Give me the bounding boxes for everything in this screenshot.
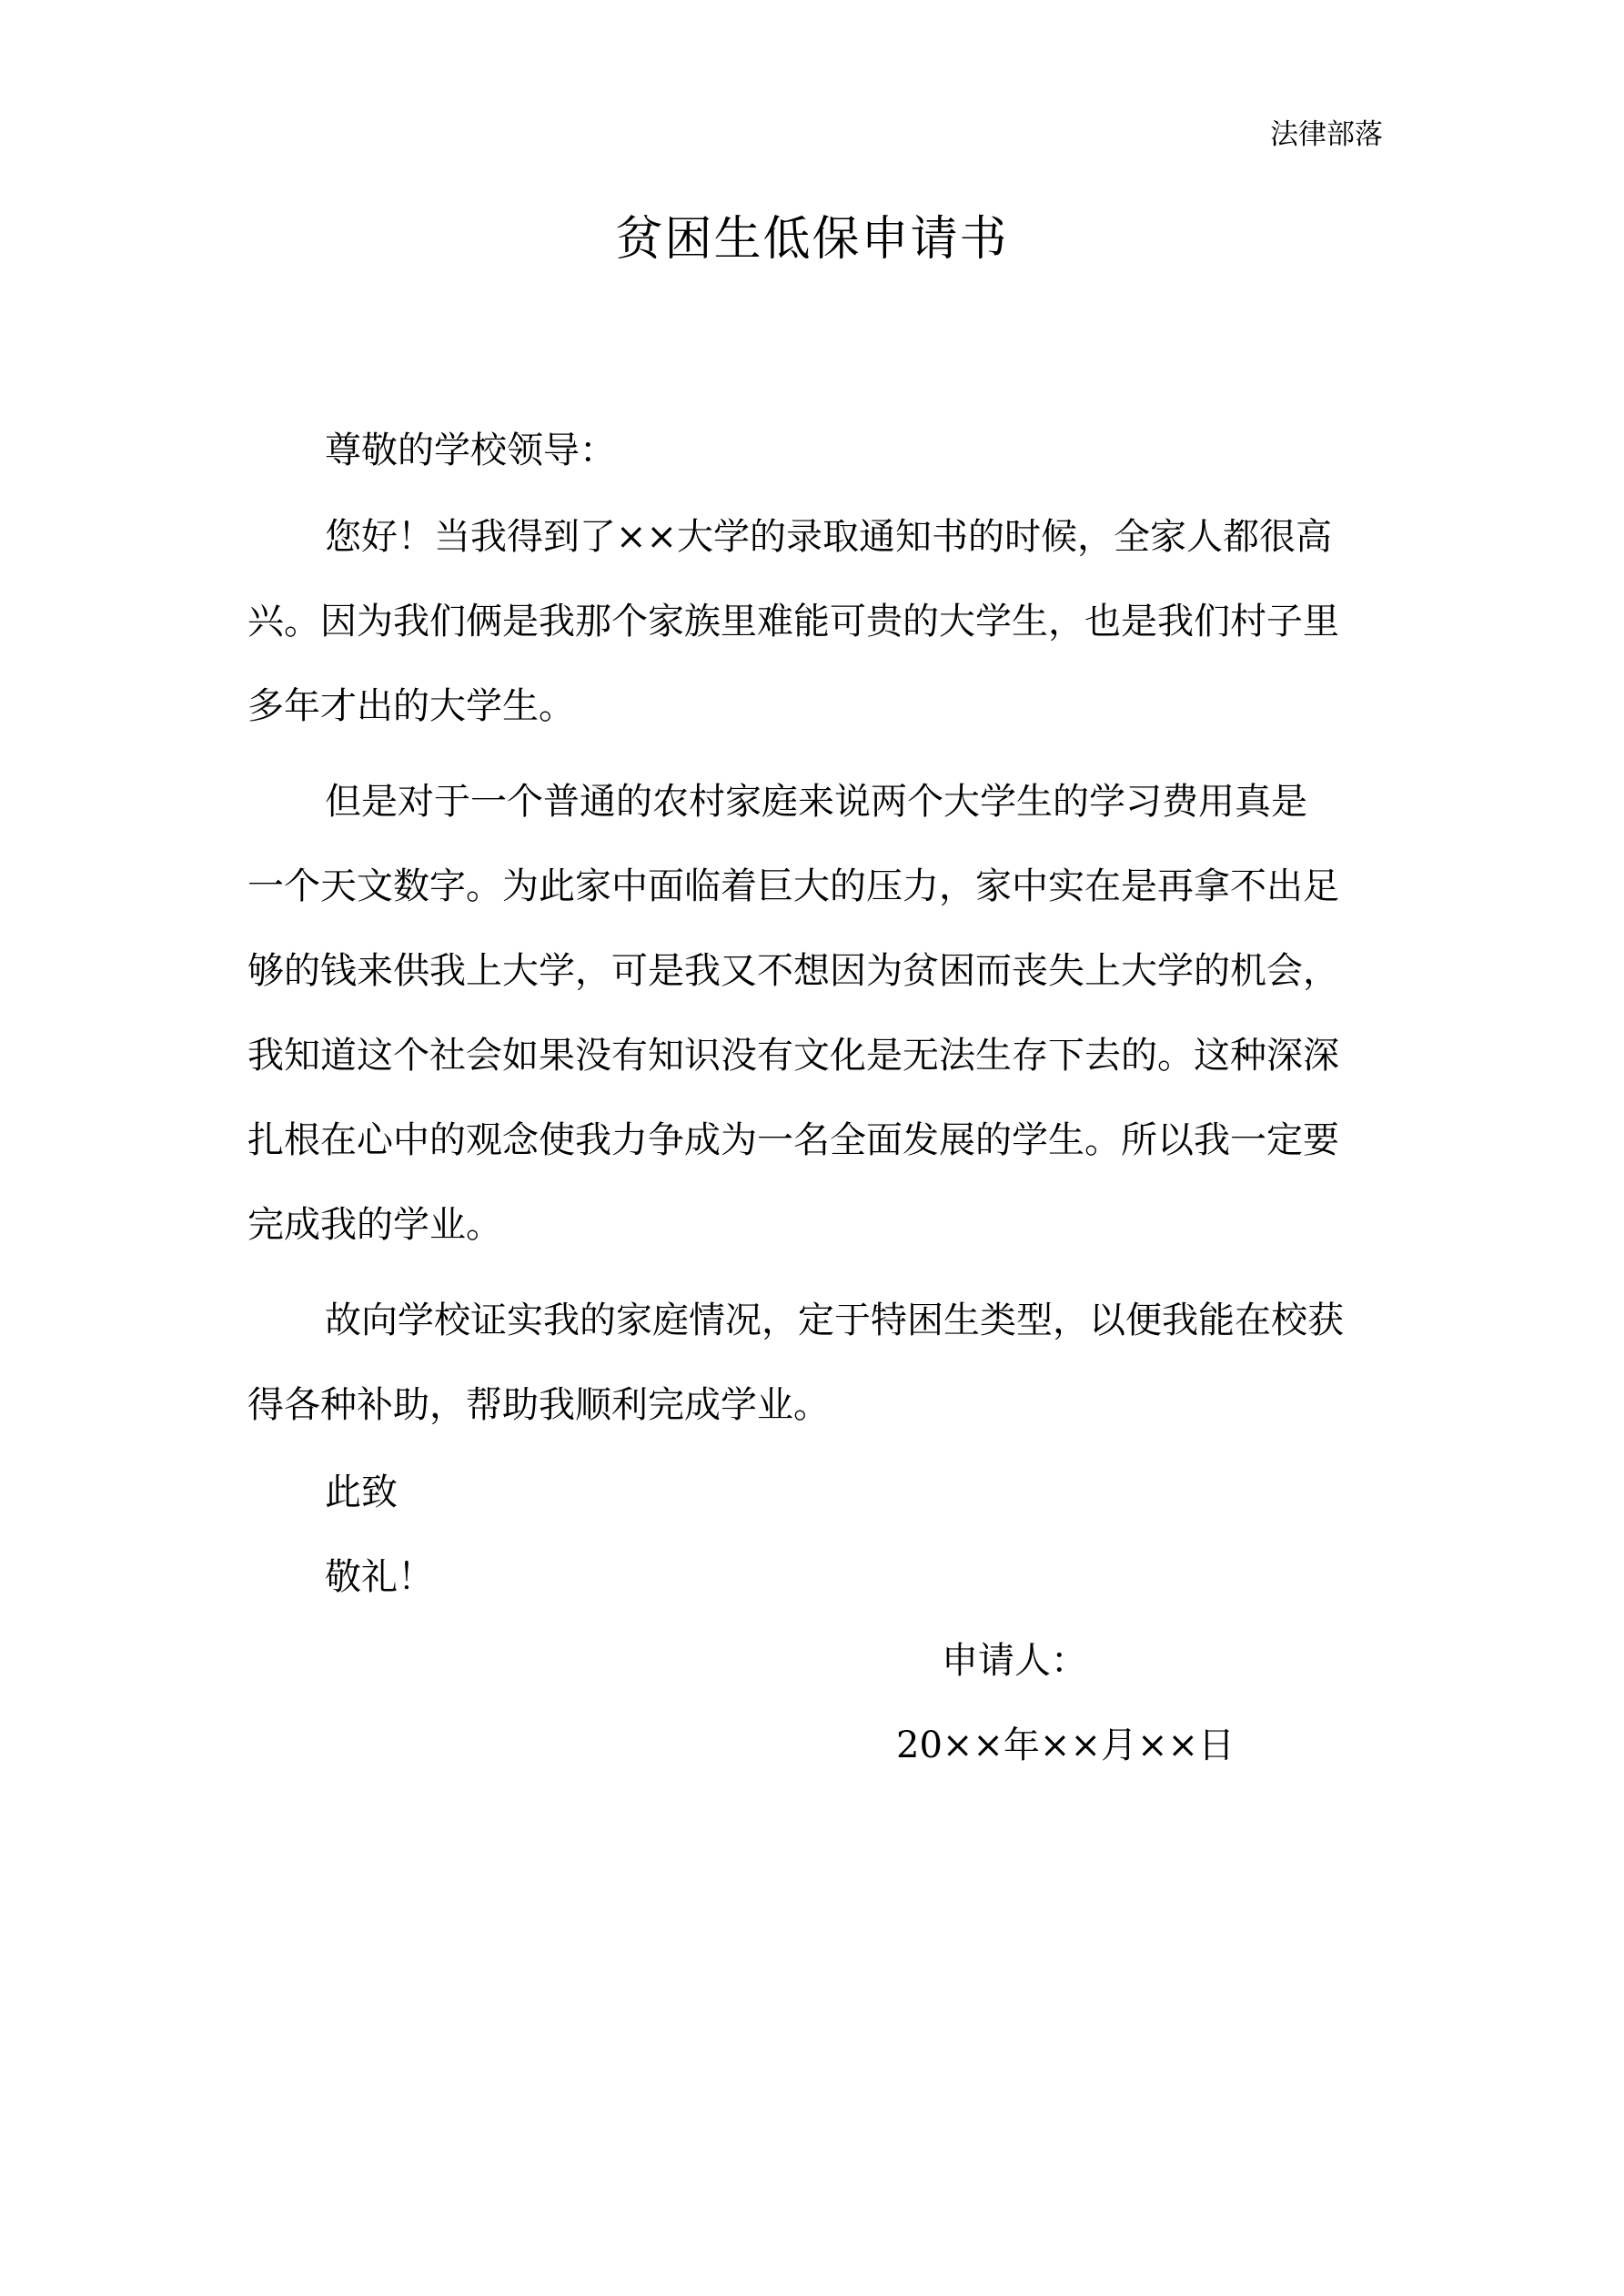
paragraph1-line1: 您好！当我得到了××大学的录取通知书的时候，全家人都很高 xyxy=(325,516,1333,558)
closing-cizhi: 此致 xyxy=(325,1472,398,1513)
paragraph3-line2: 得各种补助，帮助我顺利完成学业。 xyxy=(247,1384,830,1426)
paragraph2-line2: 一个天文数字。为此家中面临着巨大的压力，家中实在是再拿不出足 xyxy=(247,865,1339,907)
closing-jingli: 敬礼！ xyxy=(325,1556,434,1598)
applicant-label: 申请人： xyxy=(942,1640,1087,1682)
salutation: 尊敬的学校领导： xyxy=(325,430,616,471)
header-tag: 法律部落 xyxy=(1270,118,1383,151)
paragraph2-line1: 但是对于一个普通的农村家庭来说两个大学生的学习费用真是 xyxy=(325,781,1307,823)
paragraph2-line6: 完成我的学业。 xyxy=(247,1204,502,1246)
date-line: 20××年××月××日 xyxy=(896,1725,1235,1766)
document-title: 贫困生低保申请书 xyxy=(615,212,1009,267)
paragraph2-line5: 扎根在心中的观念使我力争成为一名全面发展的学生。所以我一定要 xyxy=(247,1119,1339,1161)
paragraph2-line4: 我知道这个社会如果没有知识没有文化是无法生存下去的。这种深深 xyxy=(247,1035,1339,1077)
paragraph3-line1: 故向学校证实我的家庭情况，定于特困生类型，以便我能在校获 xyxy=(325,1300,1344,1341)
paragraph1-line2: 兴。因为我们俩是我那个家族里难能可贵的大学生，也是我们村子里 xyxy=(247,601,1339,642)
paragraph2-line3: 够的钱来供我上大学，可是我又不想因为贫困而丧失上大学的机会， xyxy=(247,950,1339,992)
paragraph1-line3: 多年才出的大学生。 xyxy=(247,685,575,727)
